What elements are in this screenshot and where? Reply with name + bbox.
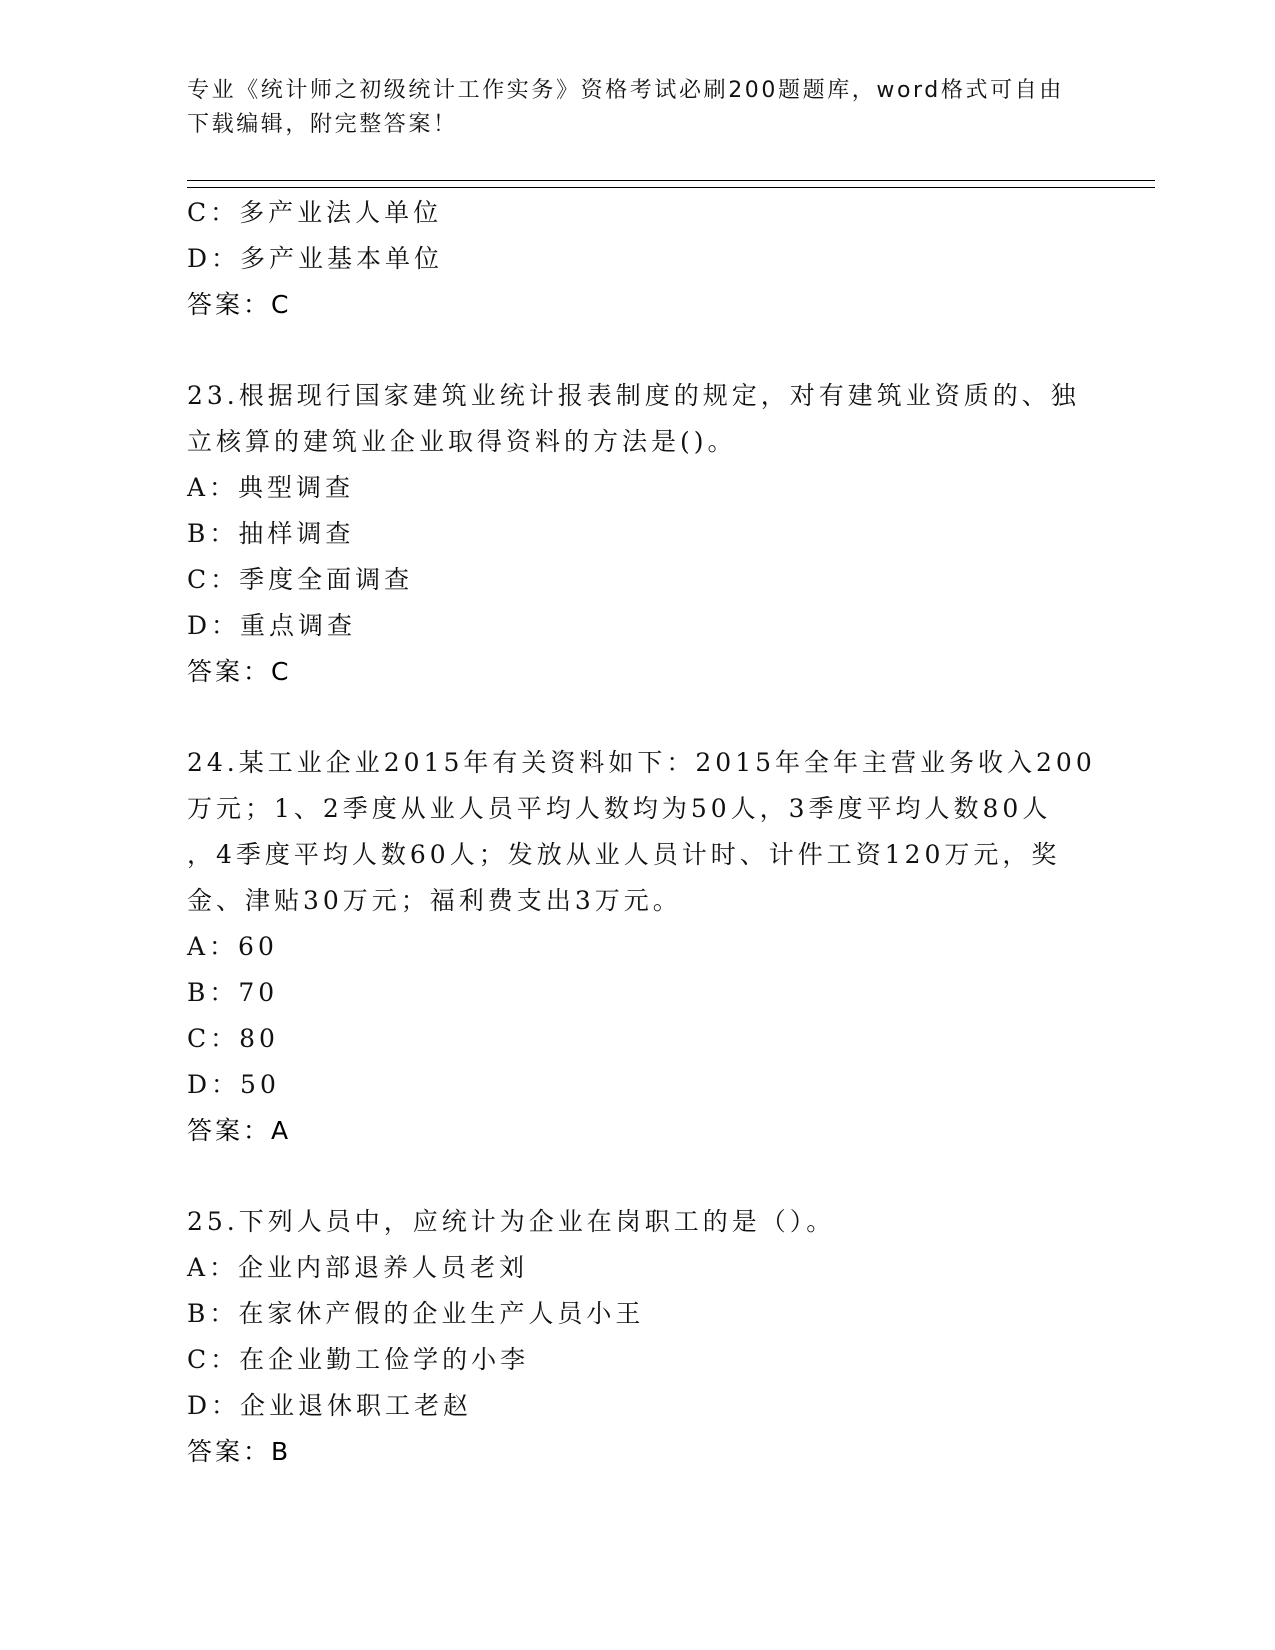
answer-line: 答案：C: [187, 657, 292, 686]
option-c: C：季度全面调查: [187, 565, 414, 594]
option-c: C：多产业法人单位: [187, 198, 443, 227]
option-c: C：80: [187, 1024, 279, 1053]
option-d: D：企业退休职工老赵: [187, 1391, 473, 1420]
question-24: [187, 740, 1096, 1154]
option-d: D：重点调查: [187, 611, 357, 640]
option-b: B：抽样调查: [187, 519, 355, 548]
question-line: ，4季度平均人数60人；发放从业人员计时、计件工资120万元，奖: [187, 840, 1061, 869]
answer-line: 答案：C: [187, 290, 292, 319]
header-title-line-2: 下载编辑，附完整答案！: [187, 112, 458, 137]
question-line: 24.某工业企业2015年有关资料如下：2015年全年主营业务收入200: [187, 748, 1096, 777]
answer-line: 答案：A: [187, 1116, 292, 1145]
option-d: D：50: [187, 1070, 280, 1099]
question-line: 23.根据现行国家建筑业统计报表制度的规定，对有建筑业资质的、独: [187, 381, 1080, 410]
question-line: 25.下列人员中，应统计为企业在岗职工的是（）。: [187, 1207, 836, 1236]
question-line: 金、津贴30万元；福利费支出3万元。: [187, 886, 682, 915]
option-a: A：60: [187, 932, 278, 961]
answer-line: 答案：B: [187, 1437, 292, 1466]
option-b: B：70: [187, 978, 279, 1007]
spacer: [187, 695, 1087, 740]
question-line: 立核算的建筑业企业取得资料的方法是()。: [187, 427, 737, 456]
document-body: [187, 190, 1096, 1475]
spacer: [187, 1154, 1087, 1199]
header-divider: [187, 180, 1155, 188]
question-text: [187, 373, 1087, 465]
question-text: [187, 1199, 1087, 1245]
option-b: B：在家休产假的企业生产人员小王: [187, 1299, 645, 1328]
page-header: [187, 74, 1087, 142]
question-text: [187, 740, 1096, 924]
question-25: [187, 1199, 1087, 1475]
spacer: [187, 328, 1087, 373]
header-title-line-1: 专业《统计师之初级统计工作实务》资格考试必刷200题题库，word格式可自由: [187, 78, 1064, 103]
previous-question-tail: [187, 190, 1087, 328]
option-a: A：企业内部退养人员老刘: [187, 1253, 529, 1282]
option-a: A：典型调查: [187, 473, 355, 502]
question-23: [187, 373, 1087, 695]
option-d: D：多产业基本单位: [187, 244, 444, 273]
question-line: 万元；1、2季度从业人员平均人数均为50人，3季度平均人数80人: [187, 794, 1052, 823]
option-c: C：在企业勤工俭学的小李: [187, 1345, 530, 1374]
